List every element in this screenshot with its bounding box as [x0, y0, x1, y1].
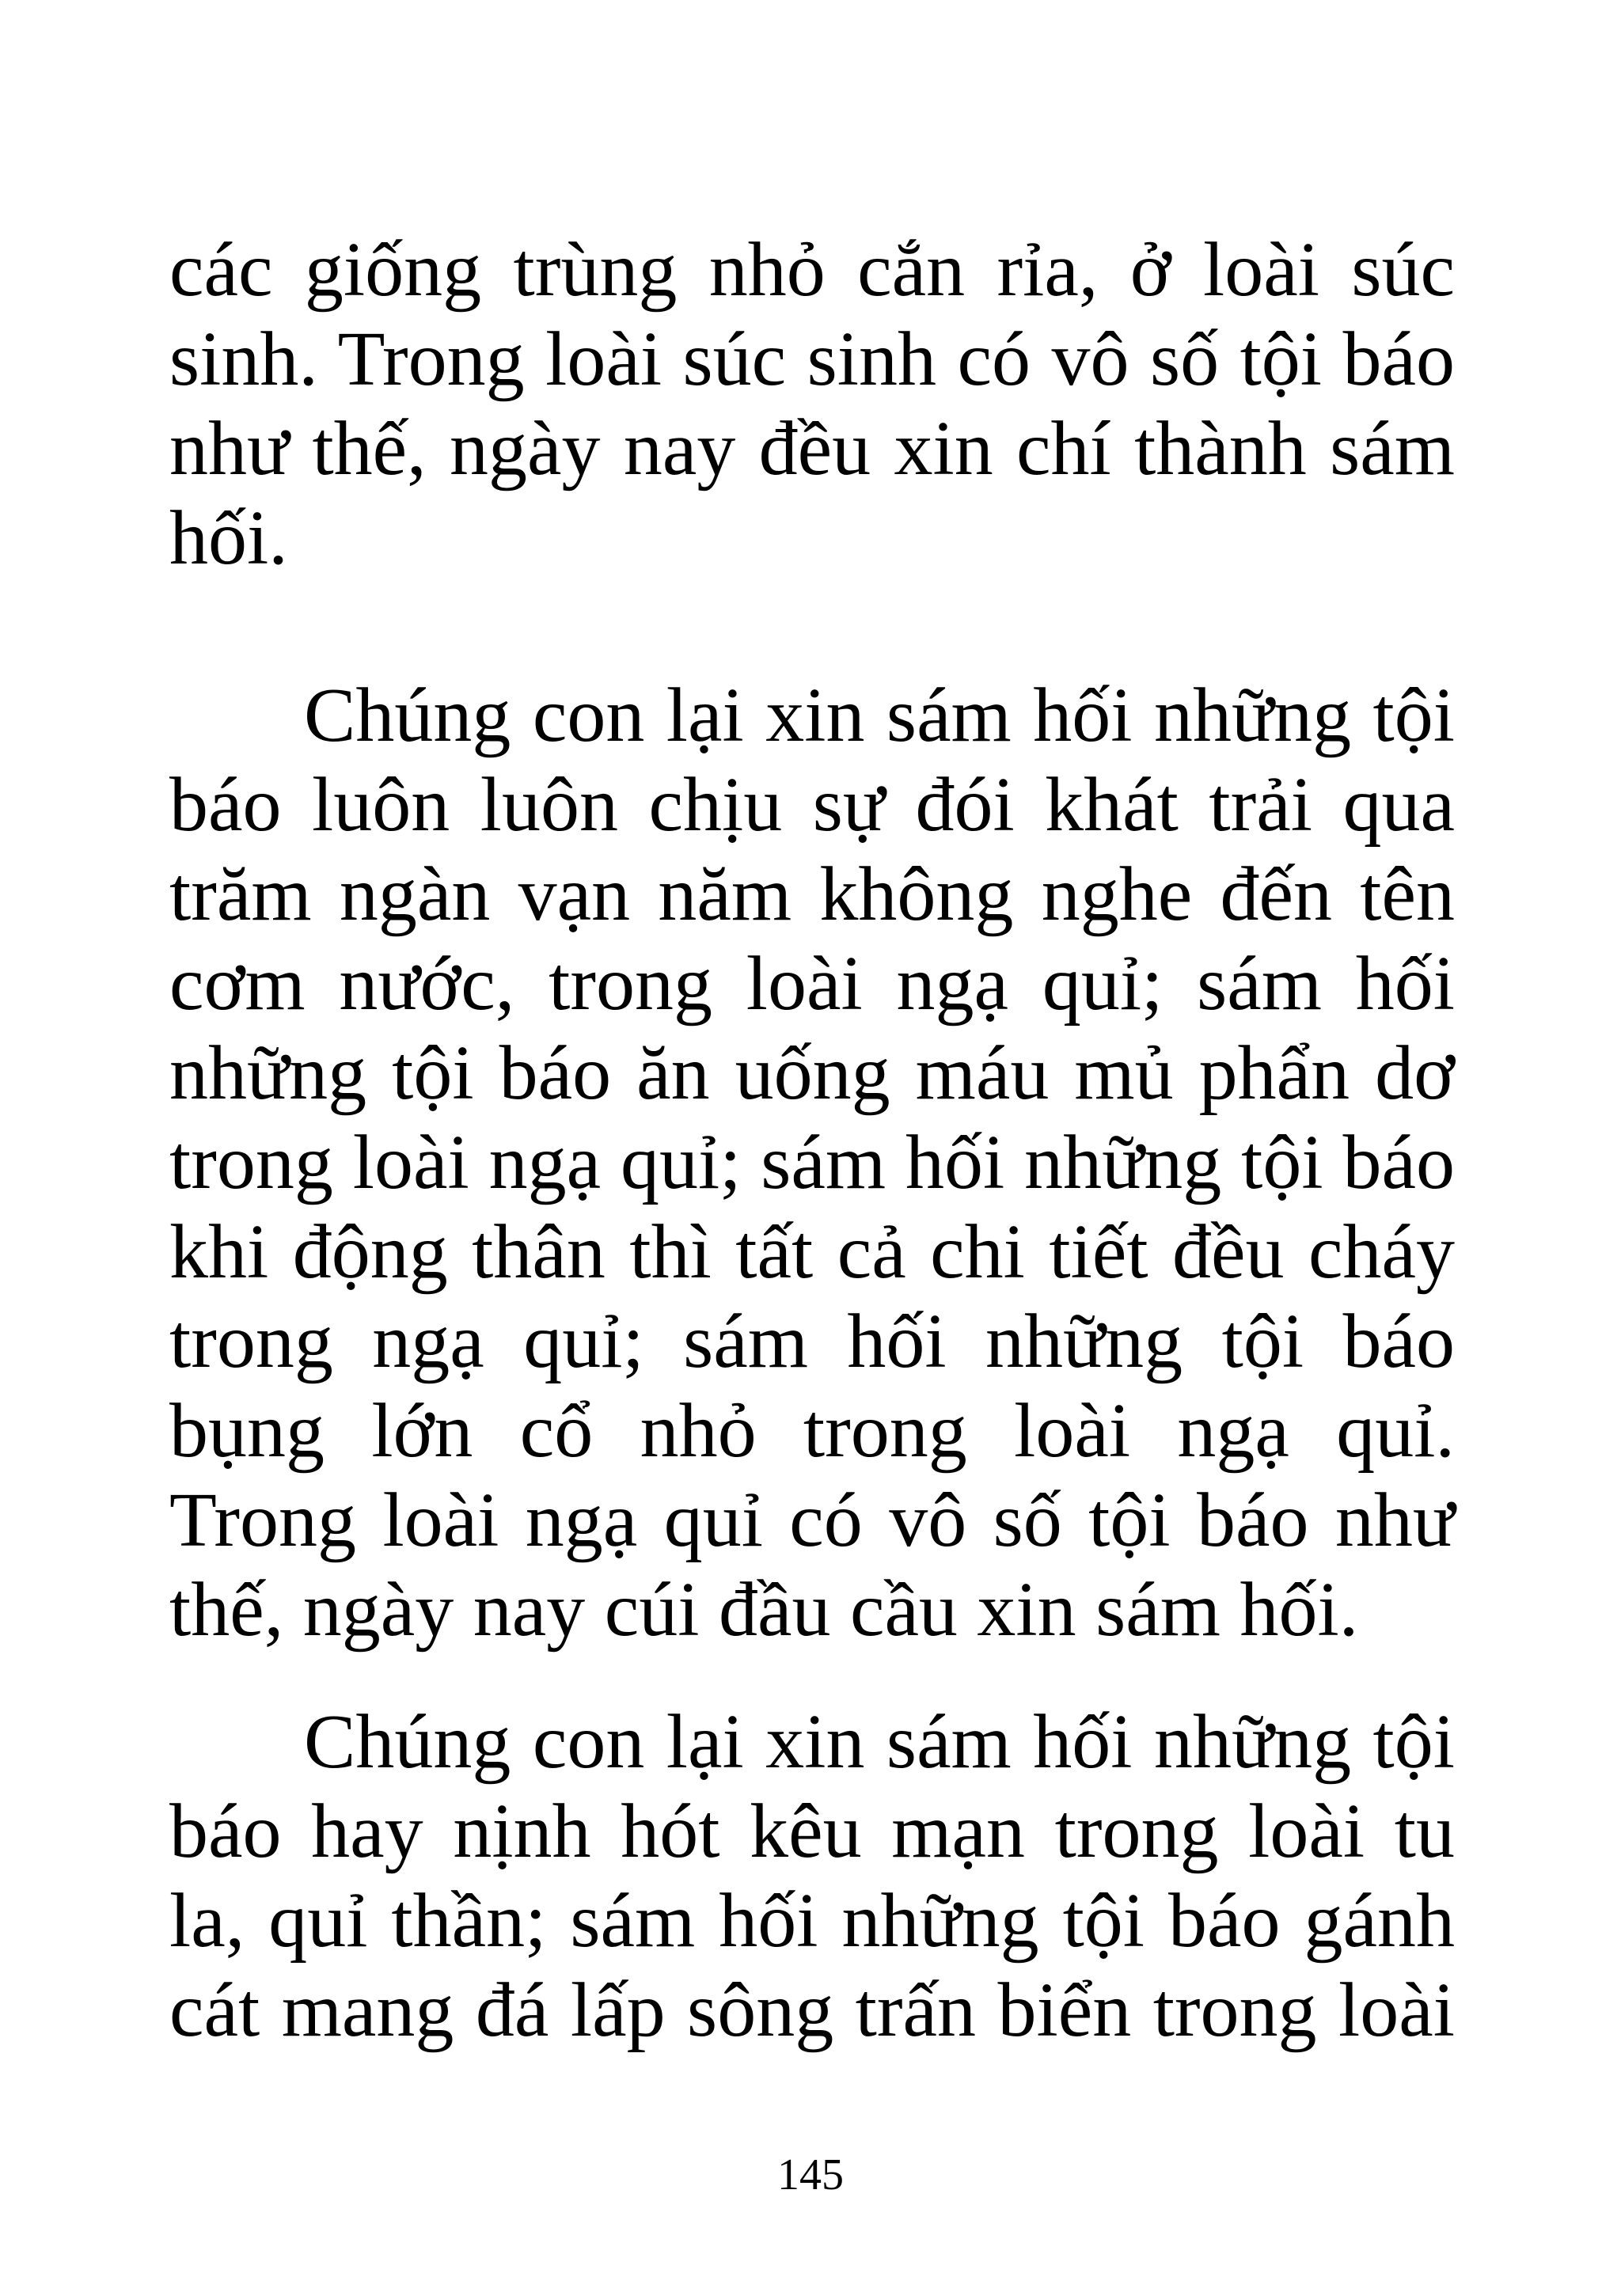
text-line: Trong loài ngạ quỉ có vô số tội báo như [169, 1478, 1455, 1563]
paragraph-1 [169, 226, 1455, 583]
text-line: trong loài ngạ quỉ; sám hối những tội báo [169, 1120, 1455, 1205]
text-line: hối. [169, 495, 288, 581]
text-line: báo hay nịnh hót kêu mạn trong loài tu [169, 1789, 1455, 1874]
text-line: những tội báo ăn uống máu mủ phẩn dơ [169, 1030, 1455, 1116]
paragraph-2 [169, 671, 1455, 1655]
text-line: la, quỉ thần; sám hối những tội báo gánh [169, 1878, 1455, 1964]
text-line: Chúng con lại xin sám hối những tội [304, 673, 1455, 758]
text-line: cát mang đá lấp sông trấn biển trong loài [169, 1968, 1455, 2053]
text-line: khi động thân thì tất cả chi tiết đều cháy [169, 1209, 1455, 1295]
paragraph-3 [169, 1698, 1455, 2055]
text-line: các giống trùng nhỏ cắn rỉa, ở loài súc [169, 227, 1455, 313]
text-line: Chúng con lại xin sám hối những tội [304, 1699, 1455, 1785]
page-number: 145 [777, 2150, 844, 2199]
text-line: trong ngạ quỉ; sám hối những tội báo [169, 1299, 1455, 1384]
text-line: thế, ngày nay cúi đầu cầu xin sám hối. [169, 1567, 1359, 1653]
text-line: báo luôn luôn chịu sự đói khát trải qua [169, 762, 1455, 848]
text-line: bụng lớn cổ nhỏ trong loài ngạ quỉ. [169, 1388, 1455, 1474]
text-line: như thế, ngày nay đều xin chí thành sám [169, 406, 1455, 491]
text-line: trăm ngàn vạn năm không nghe đến tên [169, 852, 1455, 937]
text-line: cơm nước, trong loài ngạ quỉ; sám hối [169, 941, 1455, 1027]
text-line: sinh. Trong loài súc sinh có vô số tội báo [169, 317, 1455, 402]
